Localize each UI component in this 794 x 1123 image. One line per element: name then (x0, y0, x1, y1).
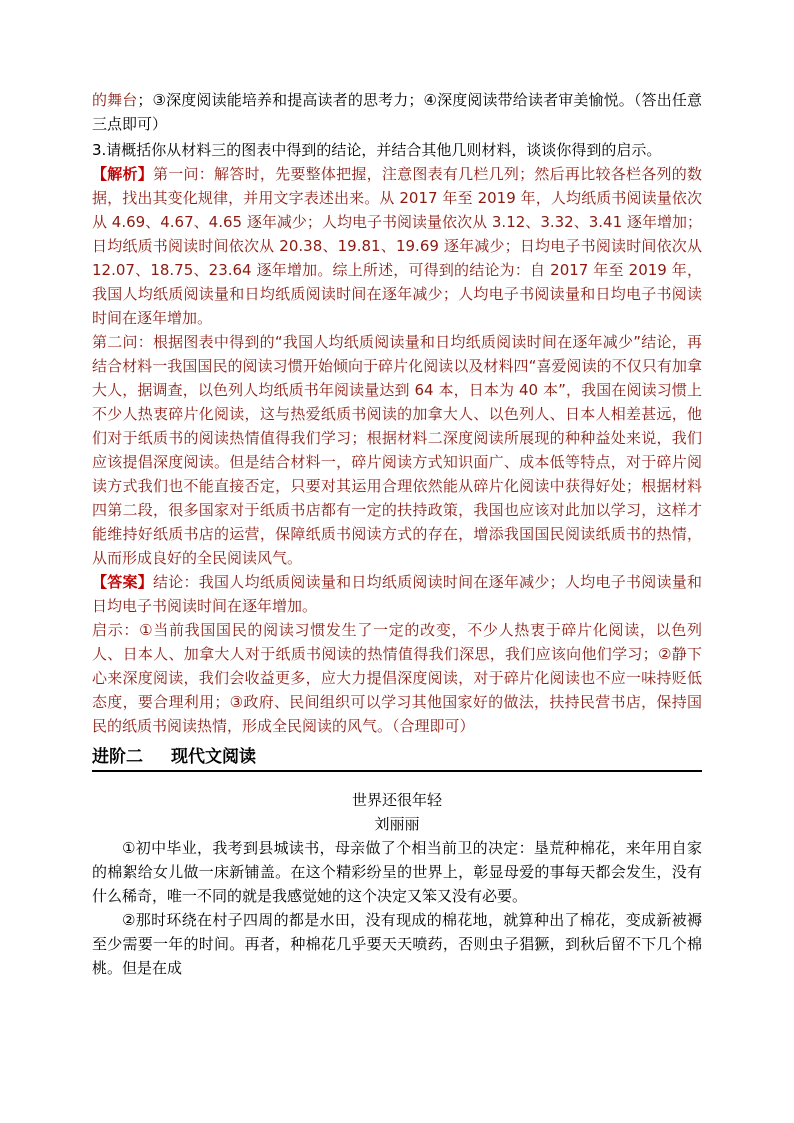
answer-conclusion (92, 570, 702, 618)
answer2-tail-red: 的舞台 (92, 91, 138, 109)
answer2-tail (92, 88, 702, 136)
section-header (92, 744, 702, 772)
article-title: 世界还很年轻 (351, 791, 442, 809)
answer2-tail-text: ；③深度阅读能培养和提高读者的思考力；④深度阅读带给读者审美愉悦。（答出任意三点即可） (92, 91, 702, 133)
answer-tag: 【答案】 (92, 573, 154, 591)
article-para-1: ①初中毕业，我考到县城读书，母亲做了个相当前卫的决定：垦荒种棉花，来年用自家的棉絮给女儿做一床新铺盖。在这个精彩纷呈的世界上，彰显母爱的事每天都会发生，没有什么稀奇，唯一不同的就是我感觉她的这个决定又笨又没有必要。 (92, 839, 702, 905)
article-author: 刘丽丽 (374, 815, 420, 833)
article-para-2: ②那时环绕在村子四周的都是水田，没有现成的棉花地，就算种出了棉花，变成新被褥至少需要一年的时间。再者，种棉花几乎要天天喷药，否则虫子猖獗，到秋后留不下几个棉桃。但是在成 (92, 911, 702, 977)
document-page (92, 88, 702, 980)
answer-conclusion-text: 结论：我国人均纸质阅读量和日均纸质阅读时间在逐年减少；人均电子书阅读量和日均电子书阅读时间在逐年增加。 (92, 573, 702, 615)
question-3: 3.请概括你从材料三的图表中得到的结论，并结合其他几则材料，谈谈你得到的启示。 (92, 141, 662, 159)
analysis-tag: 【解析】 (92, 165, 154, 183)
answer-inspiration: 启示：①当前我国国民的阅读习惯发生了一定的改变，不少人热衷于碎片化阅读，以色列人、日本人、加拿大人对于纸质书阅读的热情值得我们深思，我们应该向他们学习；②静下心来深度阅读，我们会收益更多，应大力提倡深度阅读，对于碎片化阅读也不应一味持贬低态度，要合理利用；③政府、民间组织可以学习其他国家好的做法，扶持民营书店，保持国民的纸质书阅读热情，形成全民阅读的风气。（合理即可） (92, 621, 702, 735)
analysis-para-2: 第二问：根据图表中得到的“我国人均纸质阅读量和日均纸质阅读时间在逐年减少”结论，再结合材料一我国国民的阅读习惯开始倾向于碎片化阅读以及材料四“喜爱阅读的不仅只有加拿大人，据调查，以色列人均纸质书年阅读量达到 64 本，日本为 40 本”，我国在阅读习惯上不少人热衷碎片化阅读，这与热爱纸质书阅读的加拿大人、以色列人、日本人相差甚远，他们对于纸质书的阅读热情值得我们学习；根据材料二深度阅读所展现的种种益处来说，我们应该提倡深度阅读。但是结合材料一，碎片阅读方式知识面广、成本低等特点，对于碎片阅读方式我们也不能直接否定，只要对其运用合理依然能从碎片化阅读中获得好处；根据材料四第二段，很多国家对于纸质书店都有一定的扶持政策，我国也应该对此加以学习，这样才能维持好纸质书店的运营，保障纸质书阅读方式的存在，增添我国国民阅读纸质书的热情，从而形成良好的全民阅读风气。 (92, 333, 702, 567)
section-label: 进阶二 (92, 747, 143, 767)
analysis-para-1-text: 第一问：解答时，先要整体把握，注意图表有几栏几列；然后再比较各栏各列的数据，找出其变化规律，并用文字表述出来。从 2017 年至 2019 年，人均纸质书阅读量依次从 4.69、4.67、4.65 逐年减少；人均电子书阅读量依次从 3.12、3.32、3.41 逐年增加；日均纸质书阅读时间依次从 20.38、19.81、19.69 逐年减少；日均电子书阅读时间依次从 12.07、18.75、23.64 逐年增加。综上所述，可得到的结论为：自 2017 年至 2019 年，我国人均纸质阅读量和日均纸质阅读时间在逐年减少；人均电子书阅读量和日均电子书阅读时间在逐年增加。 (92, 165, 702, 327)
analysis-para-1 (92, 162, 702, 330)
section-title: 现代文阅读 (171, 747, 256, 767)
